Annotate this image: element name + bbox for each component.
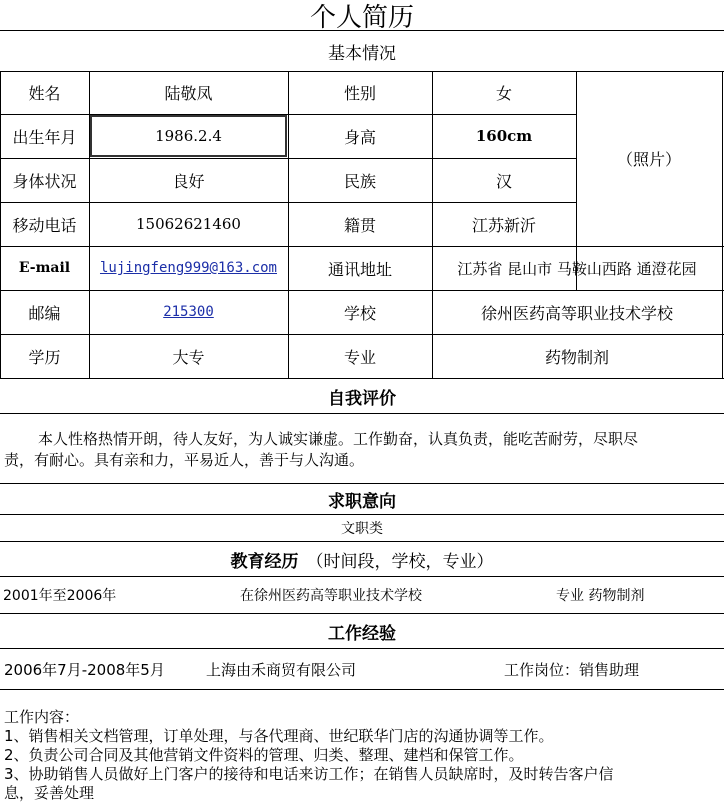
self-eval-line-2: 责，有耐心。具有亲和力，平易近人，善于与人沟通。 bbox=[4, 451, 365, 469]
ethnic-label: 民族 bbox=[343, 171, 376, 191]
health-label: 身体状况 bbox=[12, 171, 77, 191]
birth-value[interactable]: 1986.2.4 bbox=[89, 114, 288, 158]
mobile-label: 移动电话 bbox=[12, 215, 77, 235]
address-label: 通讯地址 bbox=[327, 259, 392, 279]
education-period: 2001年至2006年 bbox=[3, 588, 117, 604]
email-label: E-mail bbox=[18, 260, 71, 276]
zip-label: 邮编 bbox=[28, 303, 61, 323]
birth-label: 出生年月 bbox=[12, 127, 77, 147]
height-label: 身高 bbox=[343, 127, 376, 147]
work-heading: 工作经验 bbox=[328, 623, 396, 644]
school-value: 徐州医药高等职业技术学校 bbox=[480, 303, 673, 323]
ethnic-value: 汉 bbox=[495, 171, 512, 191]
work-content-label: 工作内容： bbox=[4, 708, 80, 726]
address-value: 江苏省 昆山市 马鞍山西路 通澄花园 bbox=[457, 259, 697, 278]
edu-label: 学历 bbox=[28, 347, 61, 367]
education-heading bbox=[0, 542, 724, 576]
gender-value: 女 bbox=[495, 84, 512, 103]
gender-label: 性别 bbox=[343, 84, 376, 103]
mobile-value: 15062621460 bbox=[136, 215, 241, 233]
section-basic-heading: 基本情况 bbox=[328, 43, 396, 64]
school-label: 学校 bbox=[343, 303, 376, 323]
height-value: 160cm bbox=[475, 127, 533, 145]
email-link[interactable]: lujingfeng999@163.com bbox=[99, 260, 277, 276]
objective-heading: 求职意向 bbox=[328, 491, 396, 512]
name-label: 姓名 bbox=[28, 84, 61, 103]
work-item-2: 2、负责公司合同及其他营销文件资料的管理、归类、整理、建档和保管工作。 bbox=[4, 746, 524, 764]
education-heading-title: 教育经历 bbox=[230, 551, 299, 572]
self-eval-line-1: 本人性格热情开朗，待人友好，为人诚实谦虚。工作勤奋，认真负责，能吃苦耐劳，尽职尽 bbox=[38, 430, 639, 448]
health-value: 良好 bbox=[172, 171, 205, 191]
education-school: 在徐州医药高等职业技术学校 bbox=[240, 588, 422, 604]
name-value: 陆敬凤 bbox=[164, 84, 213, 103]
self-eval-heading: 自我评价 bbox=[328, 388, 396, 409]
edu-value: 大专 bbox=[172, 347, 205, 367]
page-title: 个人简历 bbox=[309, 2, 414, 33]
zip-link[interactable]: 215300 bbox=[163, 304, 214, 320]
education-major: 专业 药物制剂 bbox=[556, 588, 645, 604]
native-value: 江苏新沂 bbox=[471, 215, 536, 235]
major-value: 药物制剂 bbox=[544, 347, 609, 367]
work-item-4: 息，妥善处理 bbox=[4, 784, 95, 802]
native-label: 籍贯 bbox=[343, 215, 376, 235]
education-heading-note: （时间段，学校，专业） bbox=[306, 551, 494, 572]
major-label: 专业 bbox=[343, 347, 376, 367]
work-item-3: 3、协助销售人员做好上门客户的接待和电话来访工作；在销售人员缺席时，及时转告客户信 bbox=[4, 765, 614, 783]
work-company: 上海由禾商贸有限公司 bbox=[206, 660, 357, 679]
photo-placeholder: （照片） bbox=[616, 150, 681, 169]
work-period: 2006年7月-2008年5月 bbox=[4, 660, 165, 679]
work-position: 工作岗位：销售助理 bbox=[504, 660, 640, 679]
objective-value: 文职类 bbox=[341, 521, 383, 537]
work-item-1: 1、销售相关文档管理，订单处理，与各代理商、世纪联华门店的沟通协调等工作。 bbox=[4, 727, 554, 745]
